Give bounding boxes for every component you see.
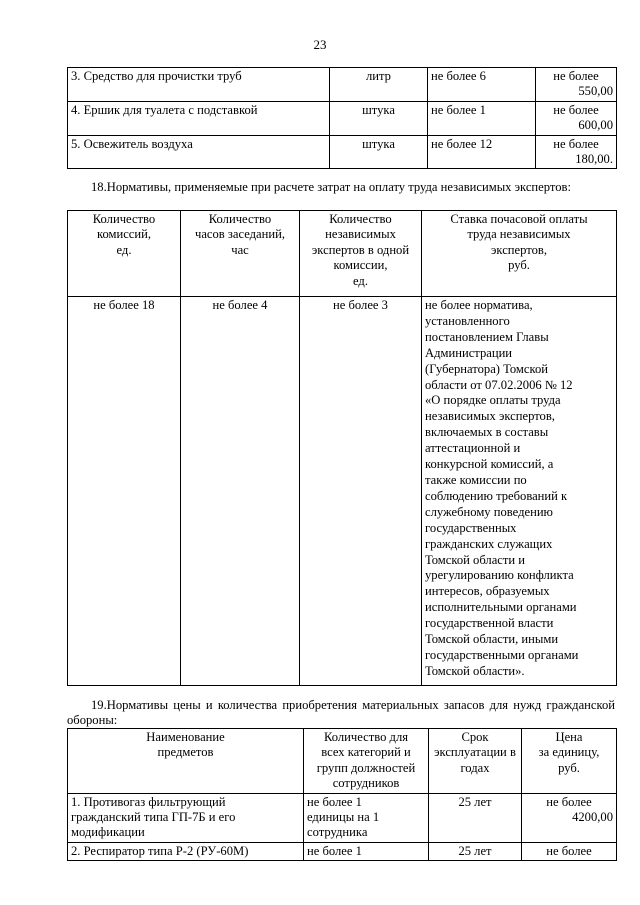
civil-defense-table xyxy=(67,728,617,861)
item-qty: не более 12 xyxy=(428,135,536,169)
header-price: Цена за единицу, руб. xyxy=(522,729,617,794)
item-price: не более 600,00 xyxy=(536,101,617,135)
header-hours: Количество часов заседаний, час xyxy=(181,211,300,297)
header-item-name: Наименование предметов xyxy=(68,729,304,794)
cell-quantity: не более 1 единицы на 1 сотрудника xyxy=(304,793,429,842)
item-name: 4. Ершик для туалета с подставкой xyxy=(68,101,330,135)
header-term: Срок эксплуатации в годах xyxy=(429,729,522,794)
item-unit: штука xyxy=(330,135,428,169)
header-quantity: Количество для всех категорий и групп должностей сотрудников xyxy=(304,729,429,794)
cell-term: 25 лет xyxy=(429,842,522,860)
table-row xyxy=(68,297,617,686)
consumables-table xyxy=(67,67,617,169)
table-header-row xyxy=(68,729,617,794)
item-name: 5. Освежитель воздуха xyxy=(68,135,330,169)
cell-quantity: не более 1 xyxy=(304,842,429,860)
item-unit: штука xyxy=(330,101,428,135)
section-18-paragraph xyxy=(67,180,615,195)
item-qty: не более 6 xyxy=(428,68,536,102)
section-19-text: Нормативы цены и количества приобретения материальных запасов для нужд гражданской обороны: xyxy=(67,698,615,728)
section-19-paragraph xyxy=(67,698,615,728)
section-18-number: 18. xyxy=(91,180,107,194)
cell-item-name: 1. Противогаз фильтрующий гражданский типа ГП-7Б и его модификации xyxy=(68,793,304,842)
cell-hours: не более 4 xyxy=(181,297,300,686)
cell-price: не более 4200,00 xyxy=(522,793,617,842)
item-name: 3. Средство для прочистки труб xyxy=(68,68,330,102)
cell-rate: не более норматива, установленного постановлением Главы Администрации (Губернатора) Томской области от 07.02.2006 № 12 «О порядке оплаты труда независимых экспертов, включаемых в составы аттестационной и конкурсной комиссий, а также комиссии по соблюдению требований к служебному поведению государственных гражданских служащих Томской области и урегулированию конфликта интересов, образуемых исполнительными органами государственной власти Томской области, иными государственными органами Томской области». xyxy=(422,297,617,686)
section-18-text: Нормативы, применяемые при расчете затрат на оплату труда независимых экспертов: xyxy=(106,180,571,194)
experts-table xyxy=(67,210,617,686)
cell-commissions: не более 18 xyxy=(68,297,181,686)
page-number: 23 xyxy=(313,37,327,52)
header-commissions: Количество комиссий, ед. xyxy=(68,211,181,297)
table-row xyxy=(68,842,617,860)
table-header-row xyxy=(68,211,617,297)
header-experts: Количество независимых экспертов в одной комиссии, ед. xyxy=(300,211,422,297)
item-price: не более 550,00 xyxy=(536,68,617,102)
item-unit: литр xyxy=(330,68,428,102)
cell-item-name: 2. Респиратор типа Р-2 (РУ-60М) xyxy=(68,842,304,860)
item-price: не более 180,00. xyxy=(536,135,617,169)
table-row xyxy=(68,135,617,169)
section-19-number: 19. xyxy=(91,698,107,712)
cell-term: 25 лет xyxy=(429,793,522,842)
cell-experts: не более 3 xyxy=(300,297,422,686)
table-row xyxy=(68,101,617,135)
item-qty: не более 1 xyxy=(428,101,536,135)
table-row xyxy=(68,68,617,102)
header-rate: Ставка почасовой оплаты труда независимых экспертов, руб. xyxy=(422,211,617,297)
cell-price: не более xyxy=(522,842,617,860)
table-row xyxy=(68,793,617,842)
